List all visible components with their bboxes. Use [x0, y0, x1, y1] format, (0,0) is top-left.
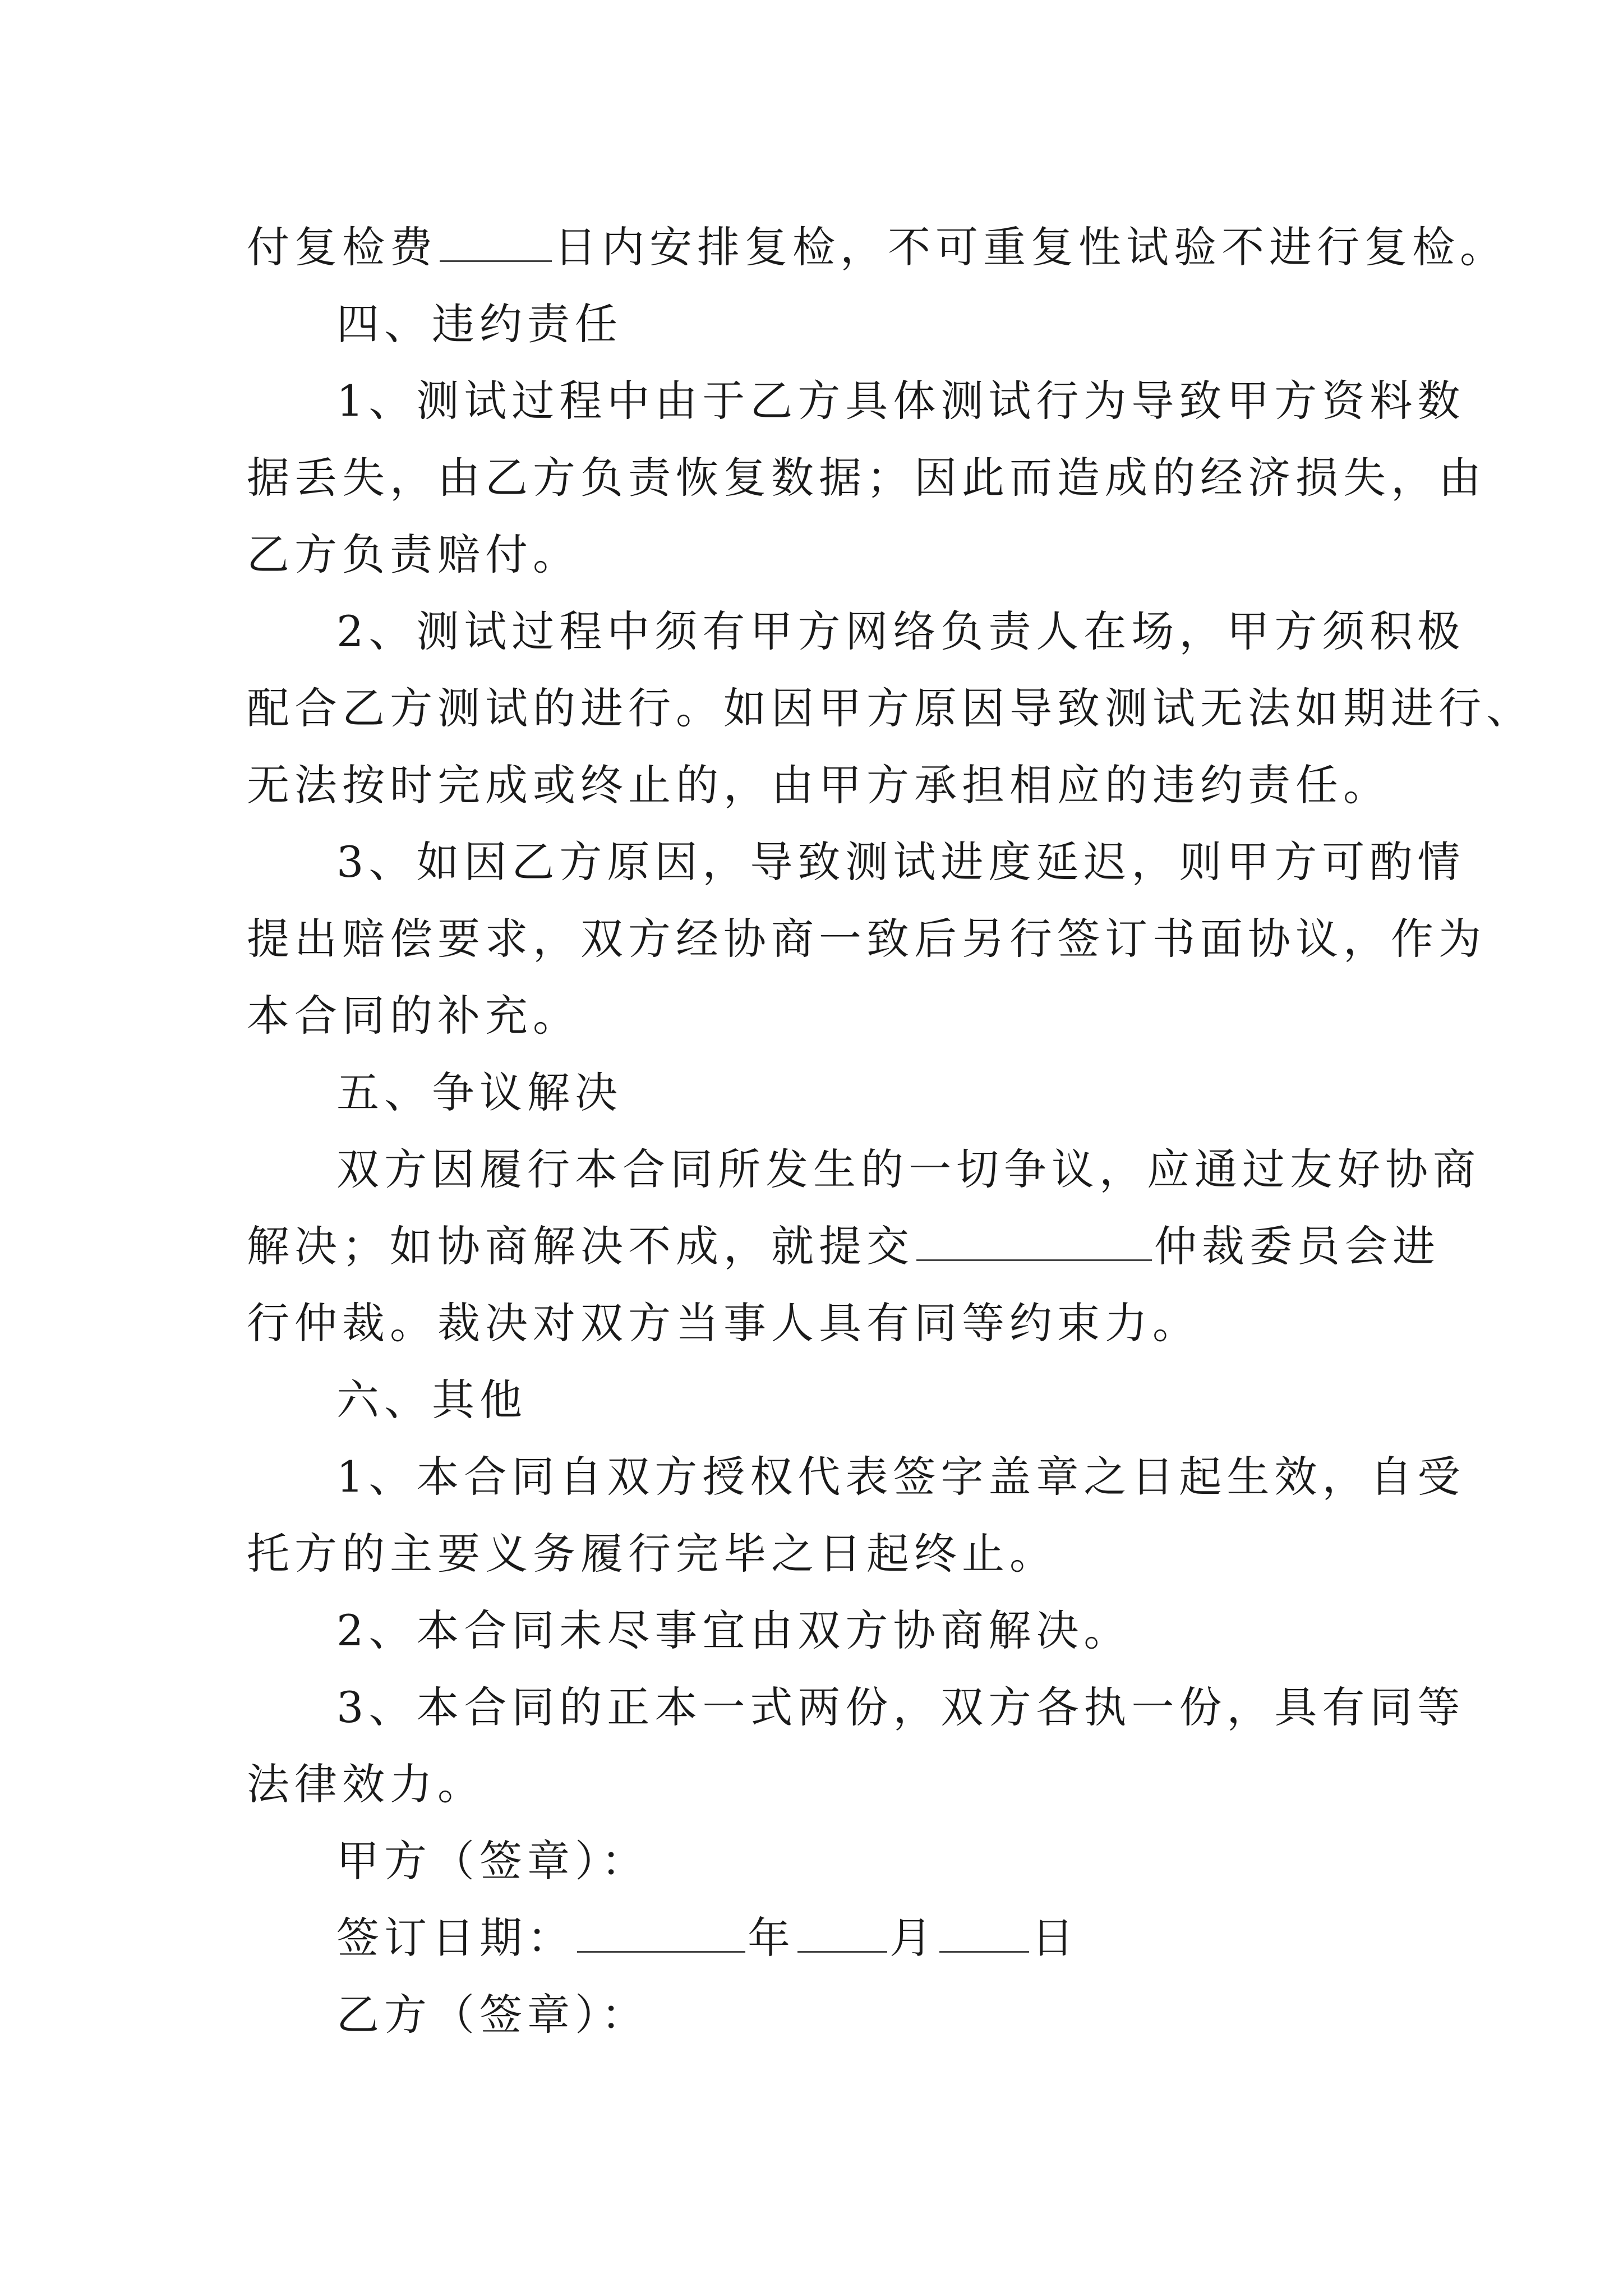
year-blank: [577, 1912, 745, 1953]
other-item-1-line-1: 1、本合同自双方授权代表签字盖章之日起生效，自受: [336, 1452, 1465, 1502]
month-label: 月: [889, 1913, 937, 1963]
other-item-1-line-2: 托方的主要义务履行完毕之日起终止。: [247, 1529, 1057, 1579]
recheck-line: [247, 220, 1507, 274]
other-item-2: 2、本合同未尽事宜由双方协商解决。: [336, 1605, 1132, 1655]
dispute-line-3: 行仲裁。裁决对双方当事人具有同等约束力。: [247, 1298, 1200, 1348]
breach-item-2-line-2: 配合乙方测试的进行。如因甲方原因导致测试无法如期进行、: [247, 683, 1534, 733]
section-heading-breach: 四、违约责任: [336, 299, 623, 349]
breach-item-3-line-2: 提出赔偿要求，双方经协商一致后另行签订书面协议，作为: [247, 914, 1486, 964]
day-blank: [939, 1912, 1029, 1953]
days-blank: [440, 221, 552, 262]
breach-item-1-line-2: 据丢失，由乙方负责恢复数据；因此而造成的经济损失，由: [247, 453, 1486, 503]
section-heading-other: 六、其他: [336, 1375, 527, 1425]
month-blank: [797, 1912, 887, 1953]
party-a-signature: 甲方（签章）：: [336, 1836, 649, 1886]
arbitration-commission-blank: [916, 1220, 1152, 1261]
date-label: 签订日期：: [336, 1913, 575, 1963]
other-item-3-line-1: 3、本合同的正本一式两份，双方各执一份，具有同等: [336, 1682, 1465, 1732]
breach-item-1-line-1: 1、测试过程中由于乙方具体测试行为导致甲方资料数: [336, 376, 1465, 426]
breach-item-3-line-3: 本合同的补充。: [247, 991, 580, 1041]
text: 解决；如协商解决不成，就提交: [247, 1221, 914, 1271]
dispute-line-1: 双方因履行本合同所发生的一切争议，应通过友好协商: [336, 1144, 1481, 1194]
breach-item-2-line-3: 无法按时完成或终止的，由甲方承担相应的违约责任。: [247, 760, 1391, 810]
other-item-3-line-2: 法律效力。: [247, 1759, 485, 1809]
dispute-line-2: [247, 1220, 1440, 1273]
text: 仲裁委员会进: [1154, 1221, 1440, 1271]
party-b-signature: 乙方（签章）：: [336, 1990, 649, 2040]
breach-item-2-line-1: 2、测试过程中须有甲方网络负责人在场，甲方须积极: [336, 606, 1465, 656]
signing-date-line: [336, 1911, 1391, 1965]
section-heading-dispute: 五、争议解决: [336, 1068, 623, 1117]
breach-item-3-line-1: 3、如因乙方原因，导致测试进度延迟，则甲方可酌情: [336, 837, 1465, 887]
breach-item-1-line-3: 乙方负责赔付。: [247, 530, 580, 579]
day-label: 日: [1031, 1913, 1079, 1963]
text: 付复检费: [247, 222, 437, 272]
text: 日内安排复检，不可重复性试验不进行复检。: [554, 222, 1507, 272]
year-label: 年: [748, 1913, 795, 1963]
